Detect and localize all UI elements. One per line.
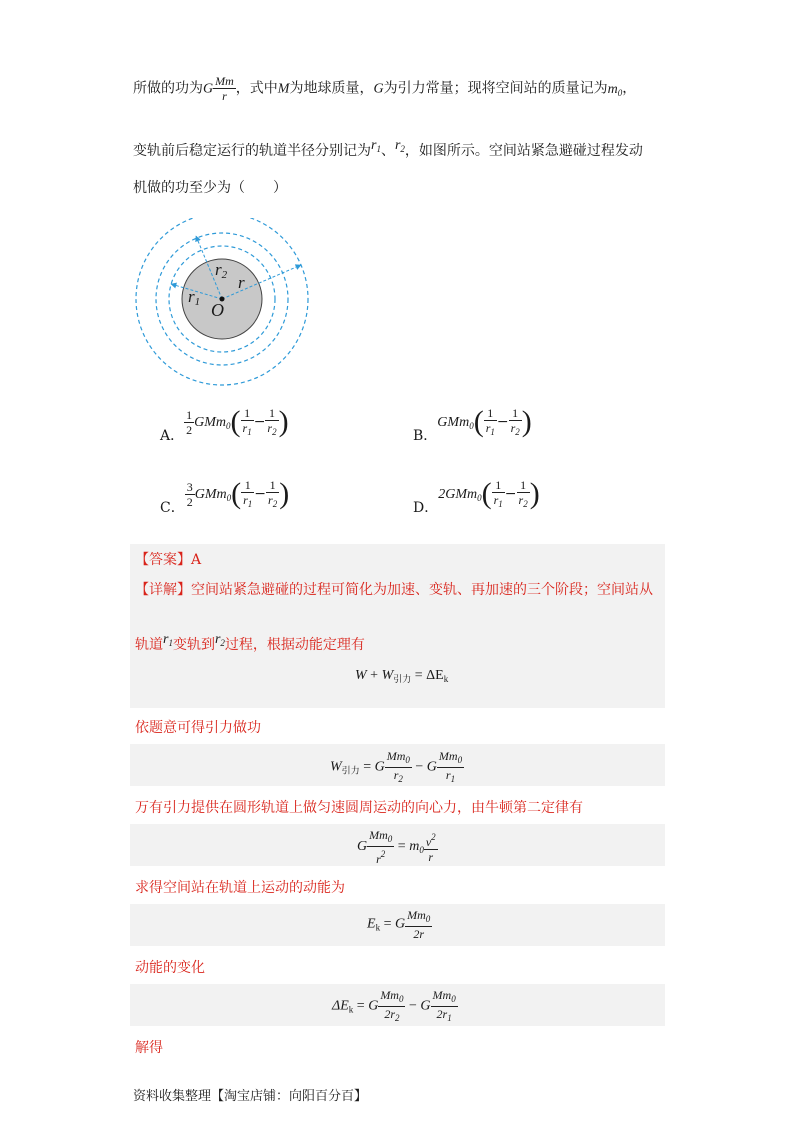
equation-2: $W_{引力} = G$ $\frac{Mm_0}{r_2}$ − G $\frac{Mm_0}{r_1}$ [330,749,463,784]
label-r1: $r_1$ [188,287,201,308]
m0-symbol: $m_0$ [607,81,623,98]
question-line-2: 变轨前后稳定运行的轨道半径分别记为$r_1$、$r_2$，如图所示。空间站紧急避碰过程发动 [133,138,643,159]
option-a[interactable]: A． $\frac{1}{2}$ GMm$_0$( $\frac{1}{r_1}$ − $\frac{1}{r_2}$ ) [160,405,289,444]
question-text: 所做的功为 [133,80,203,97]
option-d[interactable]: D．2GMm$_0$( $\frac{1}{r_1}$ − $\frac{1}{r_2}$ ) [413,477,540,516]
r1-symbol: $r_1$ [371,138,381,154]
footer-source: 资料收集整理【淘宝店铺：向阳百分百】 [133,1089,368,1104]
text-newton: 万有引力提供在圆形轨道上做匀速圆周运动的向心力，由牛顿第二定律有 [135,800,583,816]
answer-line: 【答案】A [135,552,202,568]
equation-1: $W + W_{引力} = \Delta E_k$ [355,668,449,684]
text-energy-change: 动能的变化 [135,960,205,976]
equation-5: $\Delta E_k = G$ $\frac{Mm_0}{2r_2}$ − G $\frac{Mm_0}{2r_1}$ [332,988,456,1023]
equation-3: G $\frac{Mm_0}{r^2}$ = $m_0$ $\frac{v^2}{r}$ [357,828,436,866]
work-fraction: $\frac{Mm}{r}$ [215,74,234,103]
text-solve: 解得 [135,1040,163,1056]
detail-line-2: 轨道$r_1$变轨到$r_2$过程，根据动能定理有 [135,632,365,653]
question-line-1: 所做的功为G $\frac{Mm}{r}$ ，式中M为地球质量，G为引力常量；现将空间站的质量记为$m_0$， [133,74,637,103]
r2-symbol: $r_2$ [394,138,405,154]
label-r: r [238,273,245,292]
label-O: O [211,300,224,320]
orbit-diagram [135,218,315,398]
equation-4: $E_k = G$ $\frac{Mm_0}{2r}$ [367,908,431,941]
text-gravity-work: 依题意可得引力做功 [135,720,261,736]
option-b[interactable]: B．GMm$_0$( $\frac{1}{r_1}$ − $\frac{1}{r_2}$ ) [413,405,532,444]
question-line-3: 机做的功至少为（ ） [133,180,287,196]
detail-line-1: 【详解】空间站紧急避碰的过程可简化为加速、变轨、再加速的三个阶段；空间站从 [135,582,653,598]
text-kinetic-energy: 求得空间站在轨道上运动的动能为 [135,880,345,896]
label-r2: $r_2$ [215,260,228,281]
option-c[interactable]: C． $\frac{3}{2}$ GMm$_0$( $\frac{1}{r_1}$ − $\frac{1}{r_2}$ ) [160,477,290,516]
